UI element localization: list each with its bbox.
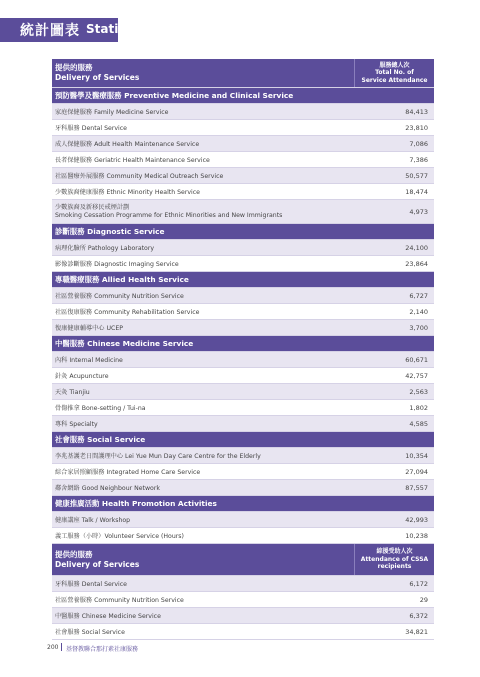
header-attendance-en1: Total No. of: [375, 69, 414, 77]
table-row: [52, 104, 434, 120]
table-row: [52, 256, 434, 272]
row-label: 鄰舍網絡 Good Neighbour Network: [55, 485, 160, 492]
header-service-column: [52, 59, 354, 87]
header-attendance-column: [354, 59, 434, 87]
row-value: 3,700: [409, 323, 428, 332]
row-value: 2,140: [409, 307, 428, 316]
table-row: [52, 400, 434, 416]
row-label: 長者保健服務 Geriatric Health Maintenance Service: [55, 157, 210, 164]
row-label-zh: 少數族裔及新移民戒煙計劃: [55, 203, 130, 211]
row-label: 家庭保健服務 Family Medicine Service: [55, 109, 169, 116]
table-row: [52, 464, 434, 480]
row-label: 健康講座 Talk / Workshop: [55, 517, 131, 524]
table-row: [52, 288, 434, 304]
cssa-header-service-en: Delivery of Services: [55, 559, 140, 569]
header-service-en: Delivery of Services: [55, 73, 140, 82]
row-value: 29: [419, 595, 428, 604]
table-row: [52, 608, 434, 624]
footer-organisation: 基督教聯合那打素社康服務: [66, 646, 139, 653]
row-label: 社區醫療外展服務 Community Medical Outreach Service: [55, 173, 224, 180]
page-header: [0, 0, 480, 44]
row-value: 84,413: [405, 107, 428, 116]
table-row: [52, 352, 434, 368]
row-label: 專科 Specialty: [55, 421, 98, 428]
row-value: 23,810: [405, 123, 428, 132]
table-row: [52, 200, 434, 224]
table-row: [52, 120, 434, 136]
row-value: 7,086: [409, 139, 428, 148]
row-label: 病理化驗所 Pathology Laboratory: [55, 245, 155, 252]
section-title-diagnostic: 診斷服務 Diagnostic Service: [52, 224, 434, 240]
section-title-health-promotion: 健康推廣活動 Health Promotion Activities: [52, 496, 434, 512]
table-row: [52, 528, 434, 544]
table-row: [52, 240, 434, 256]
row-value: 34,821: [405, 627, 428, 636]
row-value: 4,585: [409, 419, 428, 428]
row-label: 社區營養服務 Community Nutrition Service: [55, 293, 184, 300]
cssa-header-attendance-en2: recipients: [377, 563, 412, 571]
row-value: 6,727: [409, 291, 428, 300]
table-row: [52, 384, 434, 400]
table-row: [52, 168, 434, 184]
row-value: 42,993: [405, 515, 428, 524]
cssa-header-service-zh: 提供的服務: [55, 549, 93, 559]
row-label: 社會服務 Social Service: [55, 629, 125, 636]
row-value: 60,671: [405, 355, 428, 364]
row-label: 少數族裔健康服務 Ethnic Minority Health Service: [55, 189, 200, 196]
row-value: 6,172: [409, 579, 428, 588]
row-value: 18,474: [405, 187, 428, 196]
row-value: 42,757: [405, 371, 428, 380]
header-title-english: Statistics: [86, 22, 150, 36]
header-service-zh: 提供的服務: [55, 63, 93, 72]
row-label: 李兆基護老日間護理中心 Lei Yue Mun Day Care Centre for the Elderly: [55, 453, 261, 460]
cssa-header-attendance-column: [354, 544, 434, 575]
header-attendance-zh: 服務總人次: [379, 61, 410, 69]
row-value: 10,354: [405, 451, 428, 460]
row-label: 牙科服務 Dental Service: [55, 125, 127, 132]
row-value: 6,372: [409, 611, 428, 620]
table-row: [52, 416, 434, 432]
row-value: 4,973: [409, 207, 428, 216]
row-label: 綜合家居照顧服務 Integrated Home Care Service: [55, 469, 201, 476]
table-row: [52, 304, 434, 320]
row-label: 牙科服務 Dental Service: [55, 581, 127, 588]
row-label: 義工服務（小時）Volunteer Service (Hours): [55, 533, 184, 540]
table-row: [52, 624, 434, 640]
statistics-table: [52, 59, 434, 640]
section-title-chinese-medicine: 中醫服務 Chinese Medicine Service: [52, 336, 434, 352]
cssa-table-header: [52, 544, 434, 576]
row-label: 社區營養服務 Community Nutrition Service: [55, 597, 184, 604]
table-row: [52, 576, 434, 592]
row-value: 2,563: [409, 387, 428, 396]
section-title-social-service: 社會服務 Social Service: [52, 432, 434, 448]
table-row: [52, 592, 434, 608]
row-value: 1,802: [409, 403, 428, 412]
table-header: [52, 59, 434, 88]
row-value: 50,577: [405, 171, 428, 180]
table-row: [52, 184, 434, 200]
table-row: [52, 448, 434, 464]
cssa-header-attendance-zh: 綜援受助人次: [376, 548, 413, 556]
row-label: [52, 200, 354, 223]
row-value: 24,100: [405, 243, 428, 252]
section-title-preventive: 預防醫學及醫療服務 Preventive Medicine and Clinical Service: [52, 88, 434, 104]
cssa-header-service-column: [52, 544, 354, 575]
row-value: 23,864: [405, 259, 428, 268]
table-row: [52, 136, 434, 152]
row-label: 天灸 Tianjiu: [55, 389, 90, 396]
table-row: [52, 320, 434, 336]
row-label-en: Smoking Cessation Programme for Ethnic Minorities and New Immigrants: [55, 211, 283, 219]
row-label: 成人保健服務 Adult Health Maintenance Service: [55, 141, 200, 148]
row-value: 87,557: [405, 483, 428, 492]
row-label: 復康健康輔導中心 UCEP: [55, 325, 123, 332]
row-label: 社區復康服務 Community Rehabilitation Service: [55, 309, 200, 316]
table-row: [52, 512, 434, 528]
header-attendance-en2: Service Attendance: [361, 76, 428, 84]
table-row: [52, 480, 434, 496]
row-label: 影像診斷服務 Diagnostic Imaging Service: [55, 261, 179, 268]
row-label: 針灸 Acupuncture: [55, 373, 109, 380]
row-label: 骨傷推拿 Bone-setting / Tui-na: [55, 405, 146, 412]
row-label: 中醫服務 Chinese Medicine Service: [55, 613, 161, 620]
header-title-chinese: 統計圖表: [20, 23, 80, 39]
row-value: 7,386: [409, 155, 428, 164]
row-value: 10,238: [405, 531, 428, 540]
table-row: [52, 152, 434, 168]
page-number: 200: [47, 644, 59, 651]
row-label: 內科 Internal Medicine: [55, 357, 123, 364]
table-row: [52, 368, 434, 384]
footer-divider: [61, 643, 62, 651]
section-title-allied-health: 專職醫療服務 Allied Health Service: [52, 272, 434, 288]
cssa-header-attendance-en1: Attendance of CSSA: [360, 555, 429, 563]
row-value: 27,094: [405, 467, 428, 476]
